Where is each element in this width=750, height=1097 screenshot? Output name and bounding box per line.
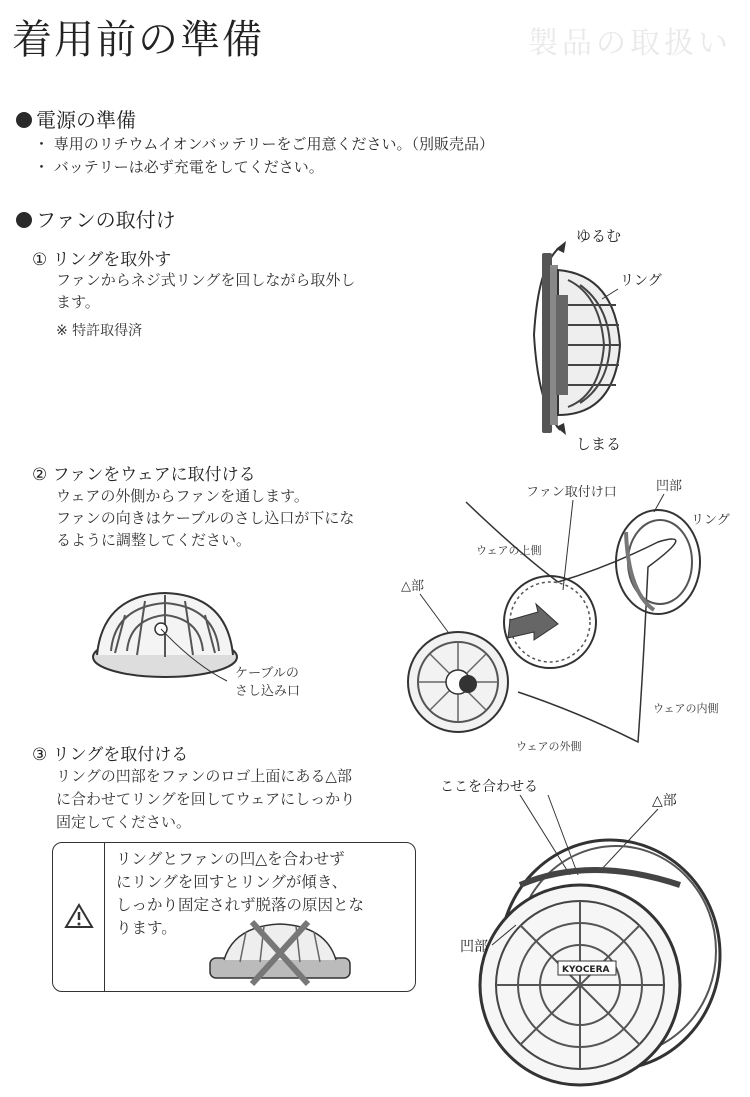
page-title: 着用前の準備 xyxy=(12,17,264,63)
fan-mount-hole-label: ファン取付け口 xyxy=(526,485,617,500)
warning-line: リングとファンの凹△を合わせず xyxy=(116,850,345,868)
step3-body-line: リングの凹部をファンのロゴ上面にある△部 xyxy=(56,767,352,785)
garment-mount-illustration xyxy=(398,472,750,757)
loosen-label: ゆるむ xyxy=(576,227,622,245)
triangle-label: △部 xyxy=(401,579,424,594)
ring-label: リング xyxy=(620,273,662,289)
section-heading-fan xyxy=(16,204,176,233)
fan-logo-icon xyxy=(459,675,477,693)
wear-outer-label: ウェアの外側 xyxy=(516,740,582,753)
section-heading-power xyxy=(16,104,136,133)
patent-note: ※ 特許取得済 xyxy=(56,323,143,339)
insert-arrow-icon xyxy=(508,604,558,640)
warning-divider xyxy=(104,842,105,992)
warning-line: にリングを回すとリングが傾き、 xyxy=(116,873,348,891)
fan-side-illustration xyxy=(520,225,750,455)
step2-heading: ② ファンをウェアに取付ける xyxy=(32,465,256,485)
ring-alignment-illustration xyxy=(440,775,750,1095)
bullet-item: ・ 専用のリチウムイオンバッテリーをご用意ください。（別販売品） xyxy=(34,135,495,153)
warning-icon xyxy=(64,903,94,929)
notch-label: 凹部 xyxy=(460,939,488,955)
ring-label: リング xyxy=(691,513,730,528)
notch-label: 凹部 xyxy=(656,479,683,494)
step1-heading: ① リングを取外す xyxy=(32,250,172,270)
cable-inlet-label: ケーブルの xyxy=(235,666,299,681)
wear-upper-label: ウェアの上側 xyxy=(476,544,542,557)
step3-heading: ③ リングを取付ける xyxy=(32,745,189,765)
section-heading-fan-text: ファンの取付け xyxy=(36,208,176,232)
ghost-title: 製品の取扱い xyxy=(528,26,732,61)
step3-body-line: 固定してください。 xyxy=(56,813,192,831)
step2-body-line: ウェアの外側からファンを通します。 xyxy=(56,487,309,505)
fan-dome-illustration xyxy=(85,585,335,705)
brand-logo: KYOCERA xyxy=(562,965,610,975)
step3-body-line: に合わせてリングを回してウェアにしっかり xyxy=(56,790,356,808)
wear-inner-label: ウェアの内側 xyxy=(653,702,719,715)
warning-line: しっかり固定されず脱落の原因とな xyxy=(116,896,365,914)
bullet-item: ・ バッテリーは必ず充電をしてください。 xyxy=(34,158,324,176)
tighten-label: しまる xyxy=(576,435,622,453)
bullet-dot-icon xyxy=(16,212,32,228)
align-here-label: ここを合わせる xyxy=(440,779,538,795)
step2-body-line: るように調整してください。 xyxy=(56,531,252,549)
tilted-ring-illustration xyxy=(200,918,360,988)
warning-line: ります。 xyxy=(116,919,177,937)
triangle-label: △部 xyxy=(652,793,677,809)
section-heading-power-text: 電源の準備 xyxy=(36,108,136,132)
step2-body-line: ファンの向きはケーブルのさし込口が下にな xyxy=(56,509,355,527)
bullet-dot-icon xyxy=(16,112,32,128)
cable-inlet-label: さし込み口 xyxy=(235,684,301,699)
step1-body-line: ます。 xyxy=(56,293,100,311)
step1-body-line: ファンからネジ式リングを回しながら取外し xyxy=(56,271,356,289)
